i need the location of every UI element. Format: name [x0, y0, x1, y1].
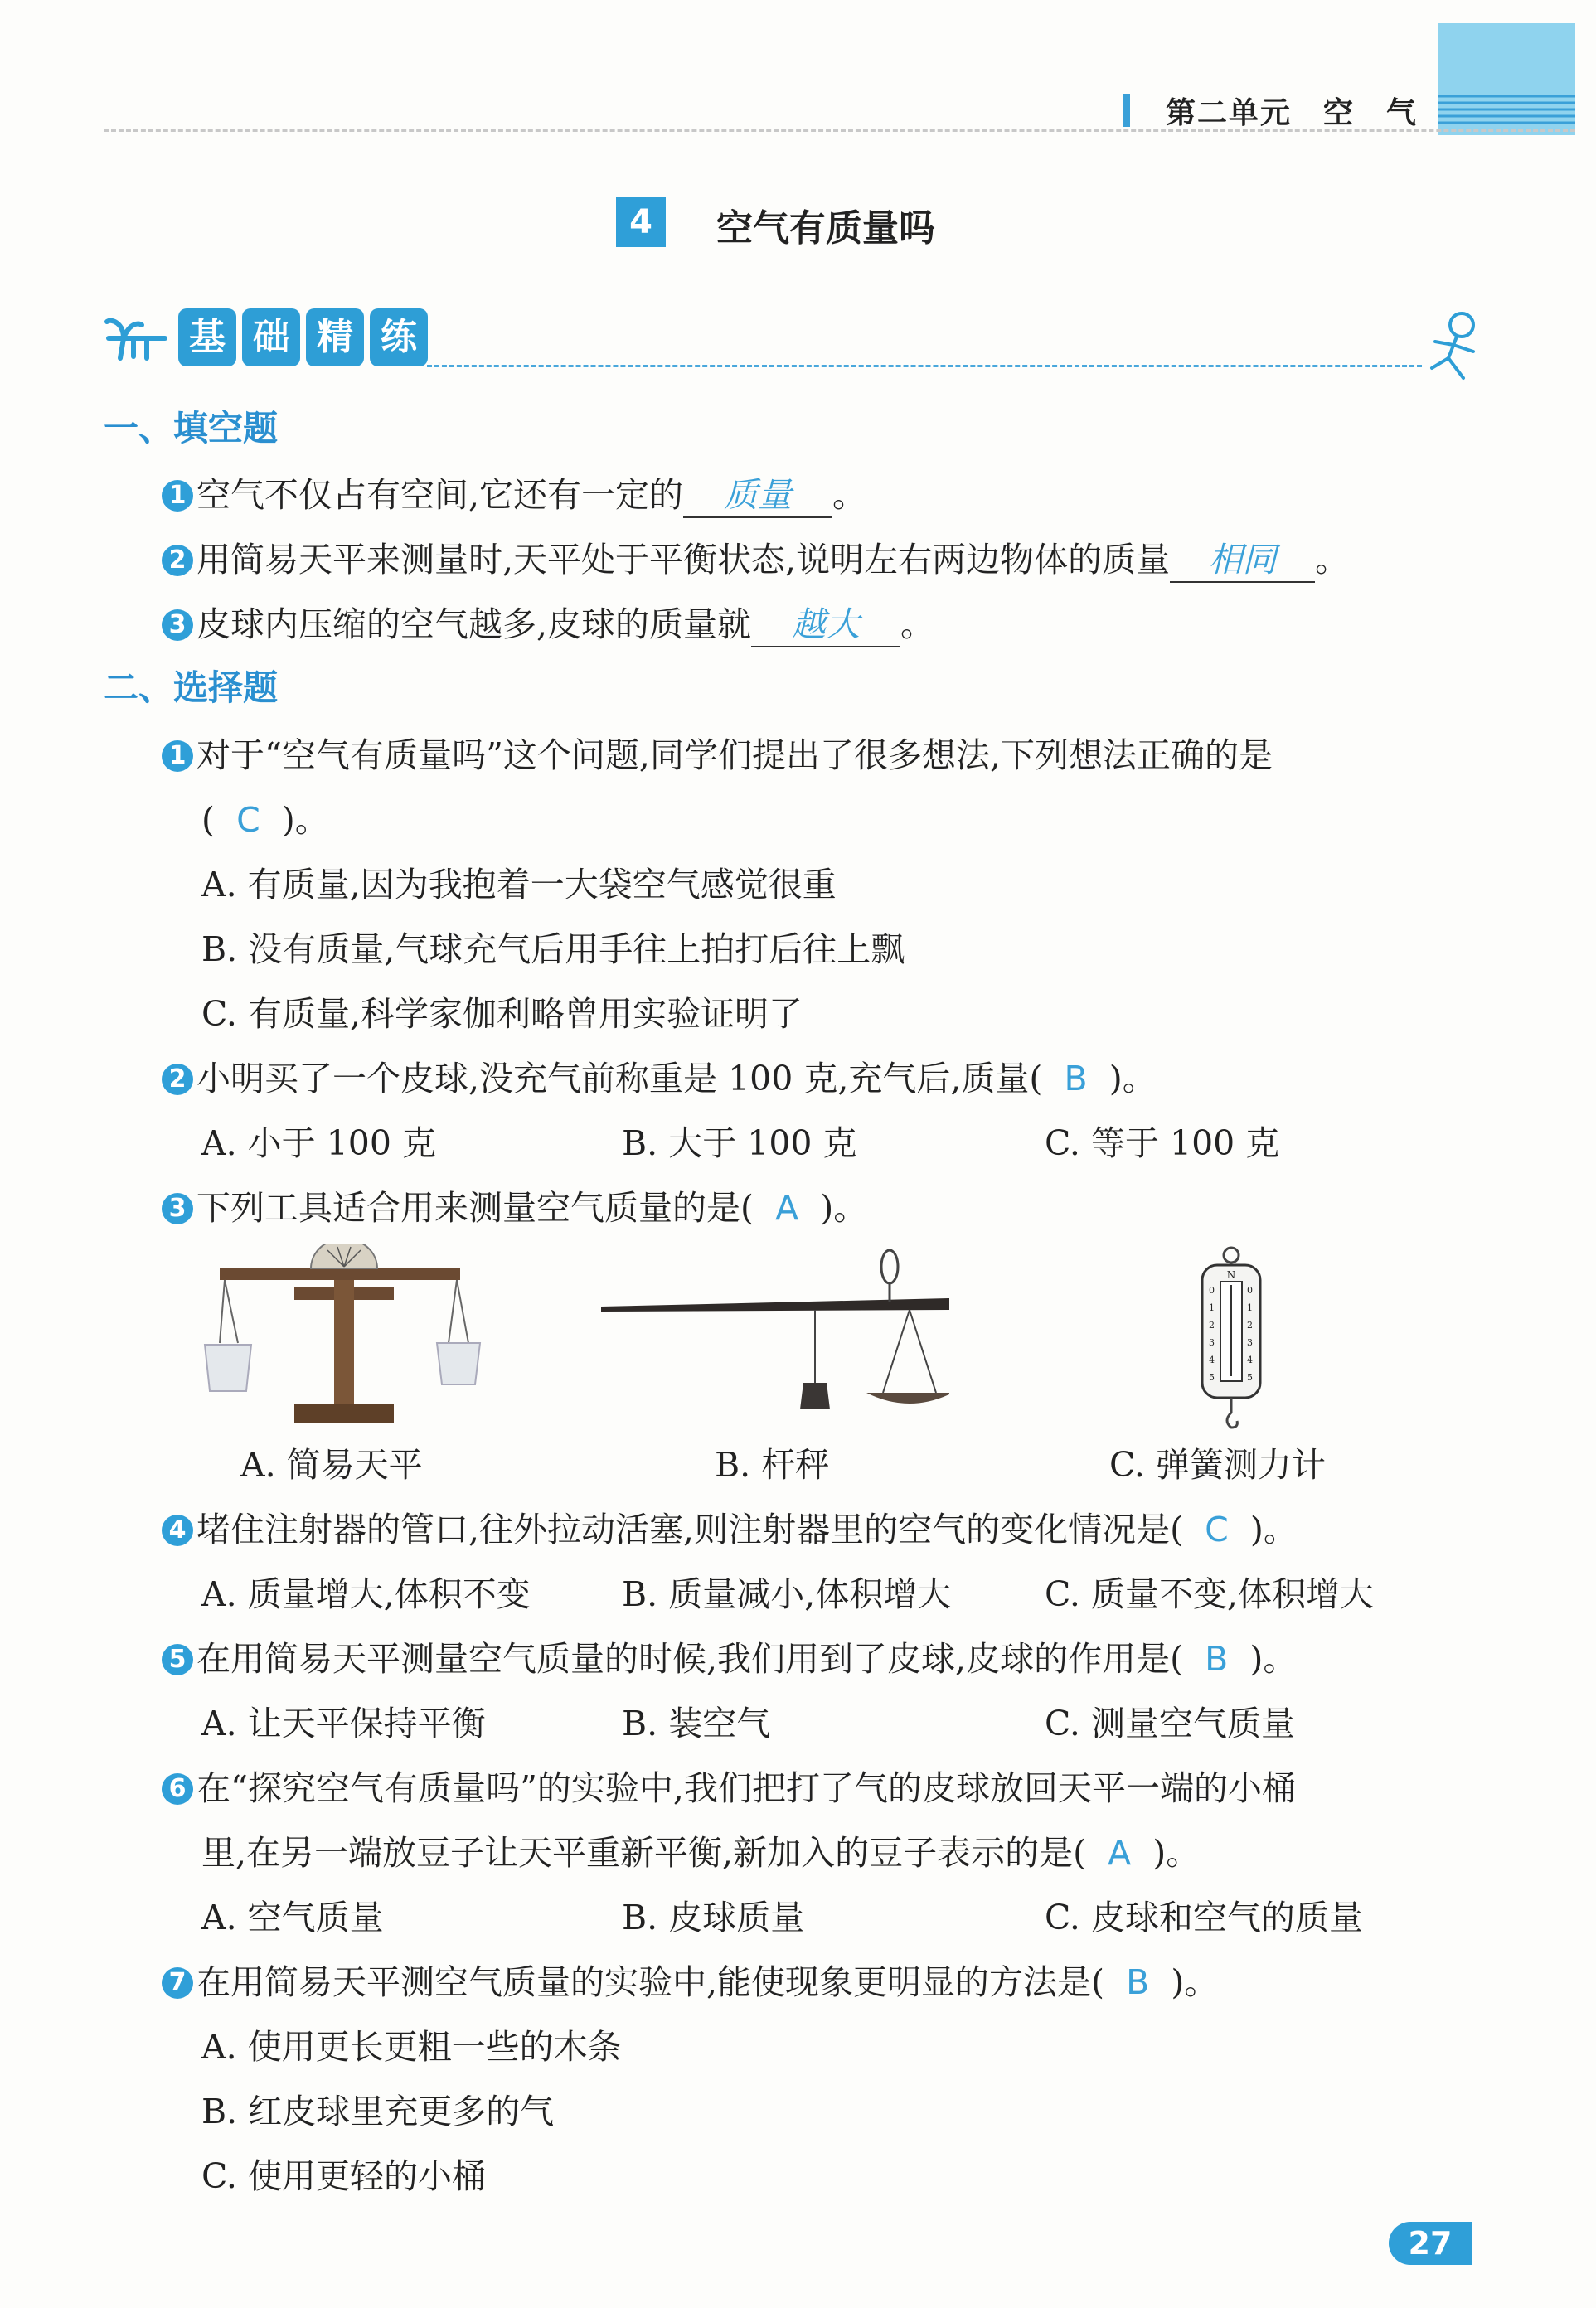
banner-char-2: 础 — [242, 308, 300, 366]
question-number: 5 — [162, 1644, 193, 1675]
question-number: 7 — [162, 1967, 193, 1999]
unit-marker — [1123, 94, 1130, 127]
banner-divider — [427, 365, 1422, 367]
question-end: 。 — [1315, 540, 1350, 579]
sprout-icon — [104, 313, 170, 363]
banner-char-3: 精 — [306, 308, 364, 366]
answer-blank: 越大 — [751, 597, 900, 647]
section2-heading: 二、选择题 — [104, 667, 279, 708]
paren-open: ( — [201, 800, 215, 840]
scale-mark: 5 — [1247, 1372, 1253, 1383]
fill-question-1 — [162, 468, 866, 518]
lesson-number: 4 — [616, 197, 666, 247]
choice-question-7 — [162, 1955, 1218, 2004]
scale-mark: 0 — [1209, 1285, 1215, 1296]
option-c: C. 质量不变,体积增大 — [1045, 1574, 1375, 1614]
question-text: 下列工具适合用来测量空气质量的是( — [196, 1188, 754, 1228]
option-a: A. 使用更长更粗一些的木条 — [201, 2027, 622, 2067]
question-end: )。 — [820, 1188, 868, 1228]
question-text: 里,在另一端放豆子让天平重新平衡,新加入的豆子表示的是( — [201, 1833, 1087, 1873]
answer: A — [1108, 1833, 1132, 1873]
option-a: A. 让天平保持平衡 — [201, 1704, 486, 1743]
answer: A — [775, 1188, 799, 1228]
lesson-title: 空气有质量吗 — [716, 207, 935, 250]
question-number: 4 — [162, 1515, 193, 1546]
scale-mark: 3 — [1247, 1337, 1253, 1348]
option-c: C. 测量空气质量 — [1045, 1704, 1295, 1743]
question-end: )。 — [1249, 1510, 1298, 1549]
scale-mark: 4 — [1247, 1355, 1253, 1365]
banner-char-4: 练 — [370, 308, 428, 366]
answer-blank: 相同 — [1170, 532, 1315, 583]
question-end: 。 — [900, 604, 935, 644]
section1-heading: 一、填空题 — [104, 408, 279, 449]
question-text: 在“探究空气有质量吗”的实验中,我们把打了气的皮球放回天平一端的小桶 — [196, 1768, 1296, 1808]
question-number: 6 — [162, 1773, 193, 1805]
question-text: 堵住注射器的管口,往外拉动活塞,则注射器里的空气的变化情况是( — [196, 1510, 1184, 1549]
running-kid-icon — [1414, 308, 1492, 387]
scale-mark: 5 — [1209, 1372, 1215, 1383]
option-c: C. 等于 100 克 — [1045, 1123, 1280, 1163]
choice-question-6 — [162, 1761, 1296, 1810]
spring-scale-image — [1186, 1244, 1277, 1434]
scale-mark: 4 — [1209, 1355, 1215, 1365]
question-1-answer-line — [201, 793, 329, 841]
header-divider — [104, 129, 1575, 132]
question-text: 用简易天平来测量时,天平处于平衡状态,说明左右两边物体的质量 — [196, 540, 1171, 579]
question-number: 2 — [162, 545, 193, 576]
scale-mark: 0 — [1247, 1285, 1253, 1296]
question-text: 空气不仅占有空间,它还有一定的 — [196, 475, 684, 515]
option-b: B. 红皮球里充更多的气 — [201, 2092, 555, 2131]
question-number: 3 — [162, 1193, 193, 1224]
question-number: 1 — [162, 480, 193, 512]
answer: C — [1205, 1510, 1229, 1549]
scale-mark: 2 — [1209, 1320, 1215, 1331]
answer: B — [1064, 1059, 1088, 1098]
question-end: )。 — [1249, 1639, 1298, 1679]
option-a: A. 空气质量 — [201, 1898, 384, 1937]
option-c: C. 有质量,科学家伽利略曾用实验证明了 — [201, 994, 803, 1034]
scale-mark: 2 — [1247, 1320, 1253, 1331]
choice-question-1 — [162, 728, 1273, 777]
choice-question-4 — [162, 1502, 1298, 1551]
choice-question-5 — [162, 1632, 1297, 1680]
option-a: A. 小于 100 克 — [201, 1123, 436, 1163]
option-b: B. 大于 100 克 — [622, 1123, 857, 1163]
scale-unit-label: N — [1226, 1269, 1236, 1281]
answer: C — [236, 800, 260, 840]
option-c: C. 皮球和空气的质量 — [1045, 1898, 1363, 1937]
figure-caption-c: C. 弹簧测力计 — [1109, 1445, 1326, 1485]
question-text: 对于“空气有质量吗”这个问题,同学们提出了很多想法,下列想法正确的是 — [196, 735, 1273, 775]
choice-question-3 — [162, 1181, 867, 1229]
question-number: 3 — [162, 609, 193, 641]
question-number: 2 — [162, 1064, 193, 1095]
option-b: B. 装空气 — [622, 1704, 771, 1743]
answer: B — [1205, 1639, 1229, 1679]
question-6-line-2 — [201, 1826, 1200, 1874]
option-a: A. 质量增大,体积不变 — [201, 1574, 531, 1614]
answer-blank: 质量 — [683, 468, 832, 518]
scale-mark: 3 — [1209, 1337, 1215, 1348]
figure-caption-b: B. 杆秤 — [715, 1445, 830, 1485]
scale-mark: 1 — [1209, 1302, 1215, 1313]
fill-question-3 — [162, 597, 934, 647]
paren-close: )。 — [281, 800, 329, 840]
question-text: 在用简易天平测空气质量的实验中,能使现象更明显的方法是( — [196, 1962, 1105, 2002]
choice-question-2 — [162, 1051, 1157, 1100]
question-text: 小明买了一个皮球,没充气前称重是 100 克,充气后,质量( — [196, 1059, 1043, 1098]
question-end: )。 — [1152, 1833, 1201, 1873]
option-b: B. 皮球质量 — [622, 1898, 805, 1937]
unit-title: 第二单元 空 气 — [1165, 96, 1418, 130]
question-end: )。 — [1108, 1059, 1157, 1098]
option-a: A. 有质量,因为我抱着一大袋空气感觉很重 — [201, 865, 837, 904]
page-number: 27 — [1389, 2222, 1472, 2265]
question-end: 。 — [832, 475, 867, 515]
scale-mark: 1 — [1247, 1302, 1253, 1313]
option-c: C. 使用更轻的小桶 — [201, 2156, 486, 2196]
fill-question-2 — [162, 532, 1349, 583]
question-number: 1 — [162, 740, 193, 772]
question-end: )。 — [1171, 1962, 1219, 2002]
figure-caption-a: A. 简易天平 — [240, 1445, 423, 1485]
question-text: 在用简易天平测量空气质量的时候,我们用到了皮球,皮球的作用是( — [196, 1639, 1184, 1679]
question-text: 皮球内压缩的空气越多,皮球的质量就 — [196, 604, 752, 644]
simple-balance-image — [195, 1244, 502, 1434]
answer: B — [1126, 1962, 1150, 2002]
header-stripes — [1438, 93, 1575, 126]
steelyard-image — [601, 1244, 949, 1434]
option-b: B. 质量减小,体积增大 — [622, 1574, 952, 1614]
banner-char-1: 基 — [178, 308, 236, 366]
option-b: B. 没有质量,气球充气后用手往上拍打后往上飘 — [201, 929, 905, 969]
